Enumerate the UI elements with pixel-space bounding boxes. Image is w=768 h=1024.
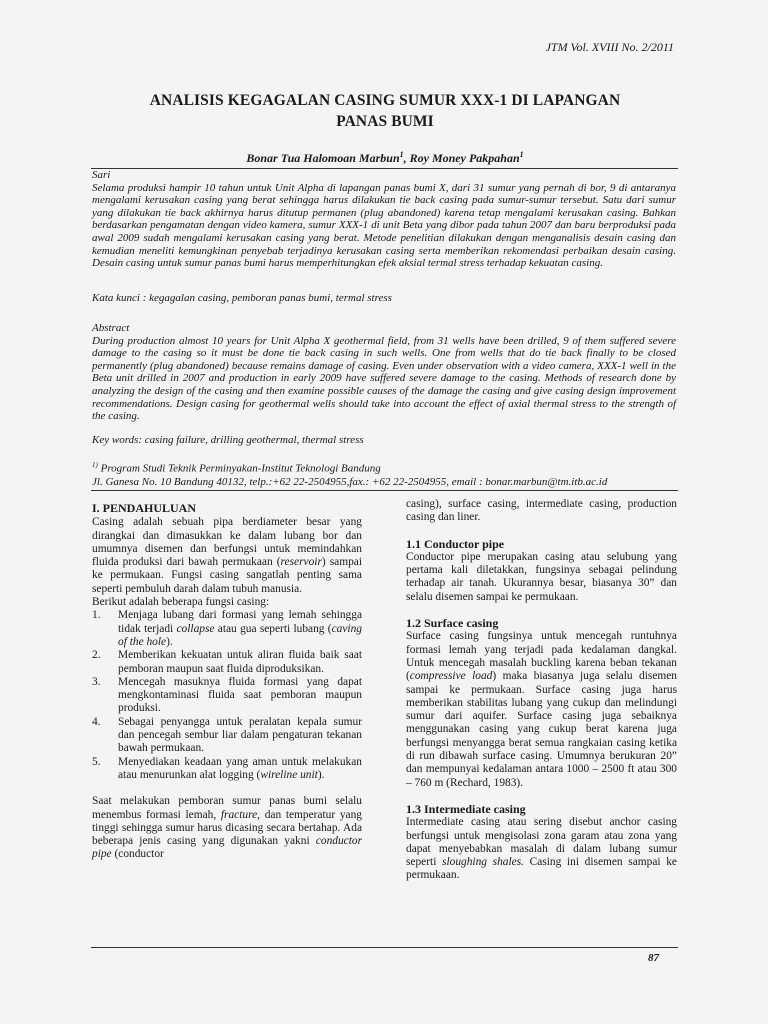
list-item-text: ). [166,635,173,648]
paragraph-emphasis: fracture [220,808,258,821]
list-item-emphasis: wireline unit [260,768,318,781]
paragraph-emphasis: compressive load [409,670,493,683]
list-item-text: Memberikan kekuatan untuk aliran fluida baik saat pemboran maupun saat fluida diproduksikan. [118,649,362,675]
paragraph-text: Saat melakukan pemboran sumur panas bumi selalu menembus formasi lemah, [92,795,362,821]
sari-text: Selama produksi hampir 10 tahun untuk Unit Alpha di lapangan panas bumi X, dari 31 sumur yang pernah di bor, 9 di antaranya mengalami kerusakan casing yang berat sehingga harus dilakukan tie back casing pada sumur-sumur tersebut. Satu dari sumur yang dilakukan tie back akhirnya harus ditutup permanen (plug abandoned) karena tetap mengalami kerusakan casing. Bahkan berdasarkan pengamatan dengan video kamera, sumur XXX-1 di unit Beta yang dibor pada tahun 2007 dan baru berproduksi pada awal 2009 sudah mengalami kerusakan casing yang berat. Metode penelitian dilakukan dengan menganalisis desain casing dan kemudian meneliti kemungkinan penyebab terjadinya kerusakan casing serta memberikan rekomendasi perbaikan desain casing. Desain casing untuk sumur panas bumi harus memperhitungkan efek aksial termal stress terhadap kekuatan casing. [92,181,676,270]
sari-section [92,169,676,270]
author-2-affiliation: 1 [519,150,524,159]
list-item [92,676,362,716]
author-1: Bonar Tua Halomoan Marbun [246,151,400,165]
casing-functions-list [92,609,362,782]
keywords: Key words: casing failure, drilling geothermal, thermal stress [92,434,364,446]
abstract-section [92,322,676,423]
list-item-text: Sebagai penyangga untuk peralatan kepala sumur dan pencegah sembur liar dalam pengaturan tekanan bawah permukaan. [118,715,362,755]
list-item [92,649,362,676]
paragraph-emphasis: sloughing shales. [442,856,524,869]
list-item [92,756,362,783]
intro-paragraph [92,516,362,596]
page-number: 87 [648,952,659,964]
paper-title [100,90,670,132]
affiliation-mark: 1) [92,461,98,469]
paragraph-text: Surface casing fungsinya untuk mencegah runtuhnya formasi lemah yang terjadi pada kedalaman dangkal. Untuk mencegah masalah buckling karena beban tekanan ( [406,630,677,683]
author-2: Roy Money Pakpahan [409,151,520,165]
affiliation [92,459,676,489]
intro-emphasis: reservoir [280,556,322,569]
sari-heading: Sari [92,169,111,181]
list-item-number: 2. [92,649,101,662]
paragraph-drilling [92,795,362,861]
paragraph-text: Intermediate casing atau sering disebut anchor casing berfungsi untuk mengisolasi zona garam atau zona yang dapat menyebabkan masalah di dalam lubang sumur seperti [406,816,677,869]
list-item-number: 5. [92,755,101,768]
left-column [92,498,362,862]
surface-casing-paragraph [406,630,677,790]
section-heading-pendahuluan: I. PENDAHULUAN [92,501,197,515]
list-item-text: ). [317,768,325,781]
list-item-text: Mencegah masuknya fluida formasi yang dapat mengkontaminasi fluida saat pemboran maupun produksi. [118,675,362,715]
conductor-pipe-paragraph: Conductor pipe merupakan casing atau selubung yang pertama kali diletakkan, fungsinya sebagai pelindung terhadap air tanah. Ukurannya besar, biasanya 30” dan selalu disemen sampai ke permukaan. [406,550,677,603]
spacer [406,525,677,538]
list-item-emphasis: caving of the hole [118,622,362,648]
list-item-text: atau gua seperti lubang ( [214,622,332,635]
author-separator: , [403,151,410,165]
intro-text: Casing adalah sebuah pipa berdiameter besar yang dirangkai dan dimasukkan ke dalam lubang bor dan umumnya disemen dan berfungsi untuk memindahkan fluida produksi dari bawah permukaan ( [92,516,362,569]
list-item [92,716,362,756]
list-item-text: Menjaga lubang dari formasi yang lemah sehingga tidak terjadi [118,609,362,635]
affiliation-line-1: Program Studi Teknik Perminyakan-Institut Teknologi Bandung [97,462,381,475]
subsection-heading-intermediate-casing: 1.3 Intermediate casing [406,801,526,816]
subsection-heading-surface-casing: 1.2 Surface casing [406,616,499,631]
intermediate-casing-paragraph [406,816,677,882]
title-line-2: PANAS BUMI [336,113,434,130]
paragraph-text: ) maka biasanya juga selalu disemen sampai ke permukaan. Surface casing juga harus memberikan stabilitas lubang yang cukup dan melindungi sumur dari aquifer. Surface casing juga sebaiknya menggunakan casing yang cukup berat karena juga berfungsi menyangga berat semua rangkaian casing ketika di run dibawah surface casing. Umumnya berukuran 20” dan mempunyai kedalaman antara 1000 – 2500 ft atau 300 – 760 m (Rechard, 1983). [406,670,677,789]
subsection-heading-conductor-pipe: 1.1 Conductor pipe [406,536,505,551]
authors [90,150,680,166]
affiliation-line-2: Jl. Ganesa No. 10 Bandung 40132, telp.:+62 22-2504955,fax.: +62 22-2504955, email : bonar.marbun@tm.itb.ac.id [92,475,608,488]
abstract-text: During production almost 10 years for Unit Alpha X geothermal field, from 31 wells have been drilled, 9 of them suffered severe damage to the casing so it must be done tie back casing in such wells. One from wells that do tie back finally to be closed permanently (plug abandoned) because remains damage of casing. Even under observation with a video camera, XXX-1 well in the Beta unit drilled in 2007 and production in early 2009 have suffered severe damage to the casing. Methods of research done by analyzing the design of the casing and then examine possible causes of the damage the casing and give casing design improvement recommendations. Design casing for geothermal wells should take into account the effect of axial thermal stress to the strength of the casing. [92,334,676,423]
list-intro: Berikut adalah beberapa fungsi casing: [92,596,270,609]
paragraph-emphasis: conductor pipe [92,835,362,861]
paragraph-text: Casing ini disemen sampai ke permukaan. [406,856,677,882]
paragraph-text: (conductor [111,848,164,861]
intro-text-2: ) sampai ke permukaan. Fungsi casing sangatlah penting sama seperti pembuluh darah dalam tubuh manusia. [92,556,363,595]
continued-paragraph: casing), surface casing, intermediate casing, production casing dan liner. [406,498,677,524]
author-1-affiliation: 1 [399,150,404,159]
list-item-emphasis: collapse [176,622,215,635]
title-line-1: ANALISIS KEGAGALAN CASING SUMUR XXX-1 DI LAPANGAN [149,92,621,109]
right-column [406,498,677,883]
journal-header: JTM Vol. XVIII No. 2/2011 [545,40,674,54]
affiliation-divider [91,490,678,491]
spacer [92,782,362,795]
kata-kunci: Kata kunci : kegagalan casing, pemboran panas bumi, termal stress [92,292,392,304]
paragraph-text: , dan temperatur yang tinggi sehingga sumur harus dicasing secara bertahap. Ada beberapa jenis casing yang digunakan yakni [92,808,362,848]
list-item-number: 1. [92,609,101,622]
spacer [406,790,677,803]
abstract-heading: Abstract [92,322,130,334]
footer-divider [91,947,678,948]
list-item-number: 3. [92,675,101,688]
list-item-text: Menyediakan keadaan yang aman untuk melakukan atau menurunkan alat logging ( [118,755,362,781]
list-item-number: 4. [92,715,101,728]
list-item [92,609,362,649]
